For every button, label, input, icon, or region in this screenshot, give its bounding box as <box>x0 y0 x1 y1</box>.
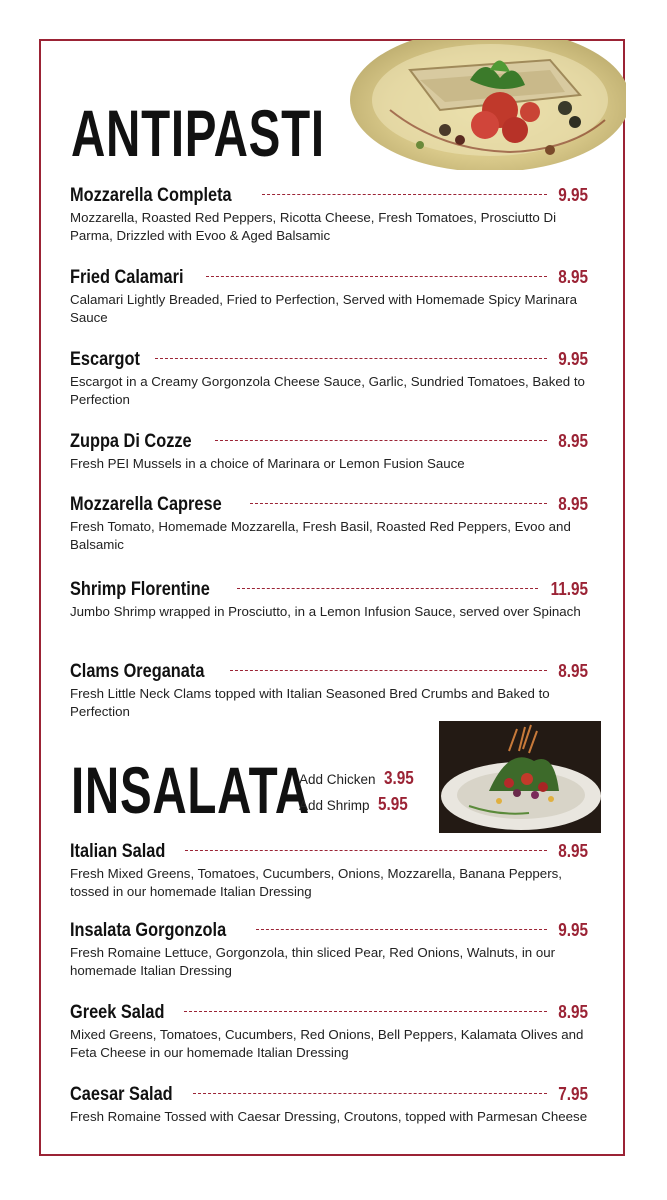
item-description: Fresh Romaine Tossed with Caesar Dressing, Croutons, topped with Parmesan Cheese <box>70 1109 588 1124</box>
addon-label: Add Shrimp <box>299 798 370 813</box>
dotted-leader <box>185 850 547 851</box>
menu-item <box>70 267 588 326</box>
dotted-leader <box>230 670 547 671</box>
dotted-leader <box>262 194 547 195</box>
item-price: 8.95 <box>558 267 588 287</box>
salad-photo <box>439 721 601 833</box>
item-description: Escargot in a Creamy Gorgonzola Cheese Sauce, Garlic, Sundried Tomatoes, Baked to Perfection <box>70 374 585 407</box>
menu-item <box>70 1002 588 1061</box>
item-name: Mozzarella Completa <box>70 185 232 206</box>
item-price: 8.95 <box>558 1002 588 1022</box>
dotted-leader <box>237 588 538 589</box>
insalata-title: INSALATA <box>71 753 310 827</box>
antipasti-title: ANTIPASTI <box>71 96 325 170</box>
item-description: Fresh Romaine Lettuce, Gorgonzola, thin sliced Pear, Red Onions, Walnuts, in our homemade Italian Dressing <box>70 945 556 978</box>
addon-label: Add Chicken <box>299 772 376 787</box>
item-name: Italian Salad <box>70 841 166 862</box>
item-price: 9.95 <box>558 185 588 205</box>
item-description: Fresh Mixed Greens, Tomatoes, Cucumbers, Onions, Mozzarella, Banana Peppers, tossed in our homemade Italian Dressing <box>70 866 562 899</box>
item-price: 9.95 <box>558 349 588 369</box>
addon-chicken <box>299 768 419 789</box>
antipasti-dish-photo <box>350 40 626 170</box>
item-name: Greek Salad <box>70 1002 165 1023</box>
dotted-leader <box>250 503 547 504</box>
menu-item <box>70 185 588 244</box>
dotted-leader <box>193 1093 547 1094</box>
item-price: 8.95 <box>558 431 588 451</box>
item-name: Shrimp Florentine <box>70 579 210 600</box>
item-description: Fresh Tomato, Homemade Mozzarella, Fresh Basil, Roasted Red Peppers, Evoo and Balsamic <box>70 519 571 552</box>
menu-item <box>70 579 588 621</box>
menu-item <box>70 431 588 473</box>
item-price: 7.95 <box>558 1084 588 1104</box>
item-price: 9.95 <box>558 920 588 940</box>
menu-item <box>70 920 588 979</box>
item-name: Insalata Gorgonzola <box>70 920 227 941</box>
item-description: Fresh PEI Mussels in a choice of Marinara or Lemon Fusion Sauce <box>70 456 465 471</box>
menu-item <box>70 1084 588 1126</box>
dotted-leader <box>206 276 547 277</box>
menu-item <box>70 349 588 408</box>
menu-item <box>70 661 588 720</box>
item-description: Mozzarella, Roasted Red Peppers, Ricotta Cheese, Fresh Tomatoes, Prosciutto Di Parma, Drizzled with Evoo & Aged Balsamic <box>70 210 557 243</box>
menu-item <box>70 841 588 900</box>
item-price: 11.95 <box>550 579 588 599</box>
item-description: Fresh Little Neck Clams topped with Italian Seasoned Bred Crumbs and Baked to Perfection <box>70 686 550 719</box>
dotted-leader <box>155 358 547 359</box>
item-description: Jumbo Shrimp wrapped in Prosciutto, in a Lemon Infusion Sauce, served over Spinach <box>70 604 581 619</box>
item-description: Mixed Greens, Tomatoes, Cucumbers, Red Onions, Bell Peppers, Kalamata Olives and Feta Cheese in our homemade Italian Dressing <box>70 1027 584 1060</box>
item-description: Calamari Lightly Breaded, Fried to Perfection, Served with Homemade Spicy Marinara Sauce <box>70 292 577 325</box>
dotted-leader <box>215 440 547 441</box>
addon-price: 3.95 <box>383 768 414 788</box>
item-price: 8.95 <box>558 494 588 514</box>
item-name: Zuppa Di Cozze <box>70 431 192 452</box>
item-name: Fried Calamari <box>70 267 184 288</box>
item-name: Clams Oreganata <box>70 661 205 682</box>
item-name: Mozzarella Caprese <box>70 494 222 515</box>
item-price: 8.95 <box>558 661 588 681</box>
menu-item <box>70 494 588 553</box>
item-name: Escargot <box>70 349 140 370</box>
item-price: 8.95 <box>558 841 588 861</box>
addon-shrimp <box>299 794 413 815</box>
dotted-leader <box>256 929 547 930</box>
addon-price: 5.95 <box>377 794 408 814</box>
dotted-leader <box>184 1011 547 1012</box>
item-name: Caesar Salad <box>70 1084 173 1105</box>
